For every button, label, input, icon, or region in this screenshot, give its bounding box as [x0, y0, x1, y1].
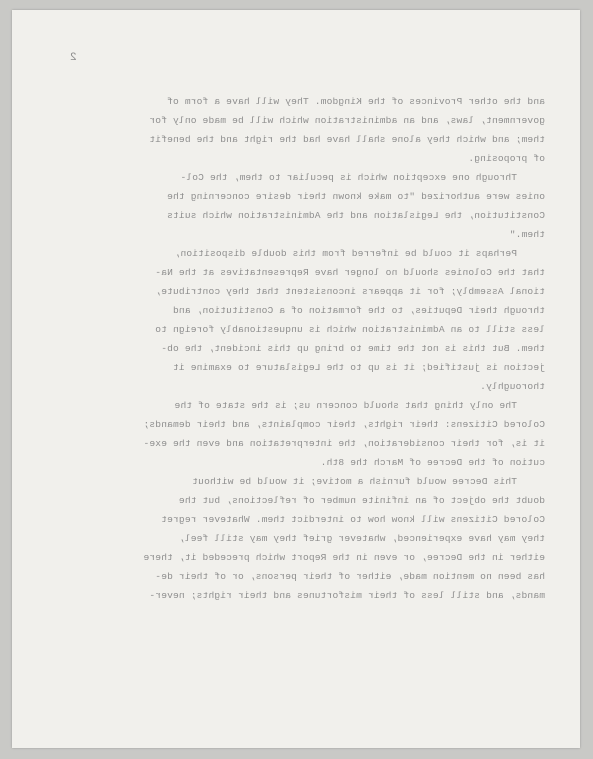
text-line: thoroughly. [480, 381, 545, 392]
text-line: they may have experienced, whatever grief they may still feel, [178, 533, 545, 544]
text-line: them; and which they alone shall have had the right and the benefit [149, 134, 545, 145]
text-line: The only thing that should concern us; is the state of the [174, 400, 517, 411]
text-line: Colored Citizens will know how to interdict them. Whatever regret [161, 514, 545, 525]
text-line: of proposing. [468, 153, 545, 164]
text-line: either in the Decree, or even in the Report which preceded it, there [143, 552, 545, 563]
text-line: them." [509, 229, 545, 240]
body-text [90, 92, 545, 605]
text-line: Perhaps it could be inferred from this double disposition, [174, 248, 517, 259]
text-line: less still to an Administration which is unquestionably foreign to [155, 324, 545, 335]
text-line: it is, for their consideration, the interpretation and even the exe- [143, 438, 545, 449]
page-number: 2 [70, 52, 77, 64]
text-line: onies were authorized "to make known their desire concerning the [166, 191, 545, 202]
text-line: Colored Citizens: their rights, their complaints, and their demands; [143, 419, 545, 430]
document-page [12, 10, 580, 748]
text-line: Constitution, the Legislation and the Administration which suits [166, 210, 545, 221]
text-line: government, laws, and an administration which will be made only for [149, 115, 545, 126]
text-line: doubt the object of an infinite number of reflections, but the [178, 495, 545, 506]
text-line: and the other Provinces of the Kingdom. They will have a form of [166, 96, 545, 107]
text-line: mands, and still less of their misfortunes and their rights; never- [149, 590, 545, 601]
text-line: Through one exception which is peculiar to them, the Col- [180, 172, 517, 183]
text-line: that the Colonies should no longer have Representatives at the Na- [155, 267, 545, 278]
text-line: This Decree would furnish a motive; it would be without [192, 476, 517, 487]
text-line: cution of the Decree of March the 8th. [320, 457, 545, 468]
text-line: them. But this is not the time to bring up this incident, the ob- [161, 343, 545, 354]
text-line: has been no mention made, either of their persons, or of their de- [155, 571, 545, 582]
text-line: through their Deputies, to the formation of a Constitution, and [172, 305, 545, 316]
text-line: jection is justified; it is up to the Legislature to examine it [172, 362, 545, 373]
text-line: tional Assembly; for it appears inconsistent that they contribute, [155, 286, 545, 297]
